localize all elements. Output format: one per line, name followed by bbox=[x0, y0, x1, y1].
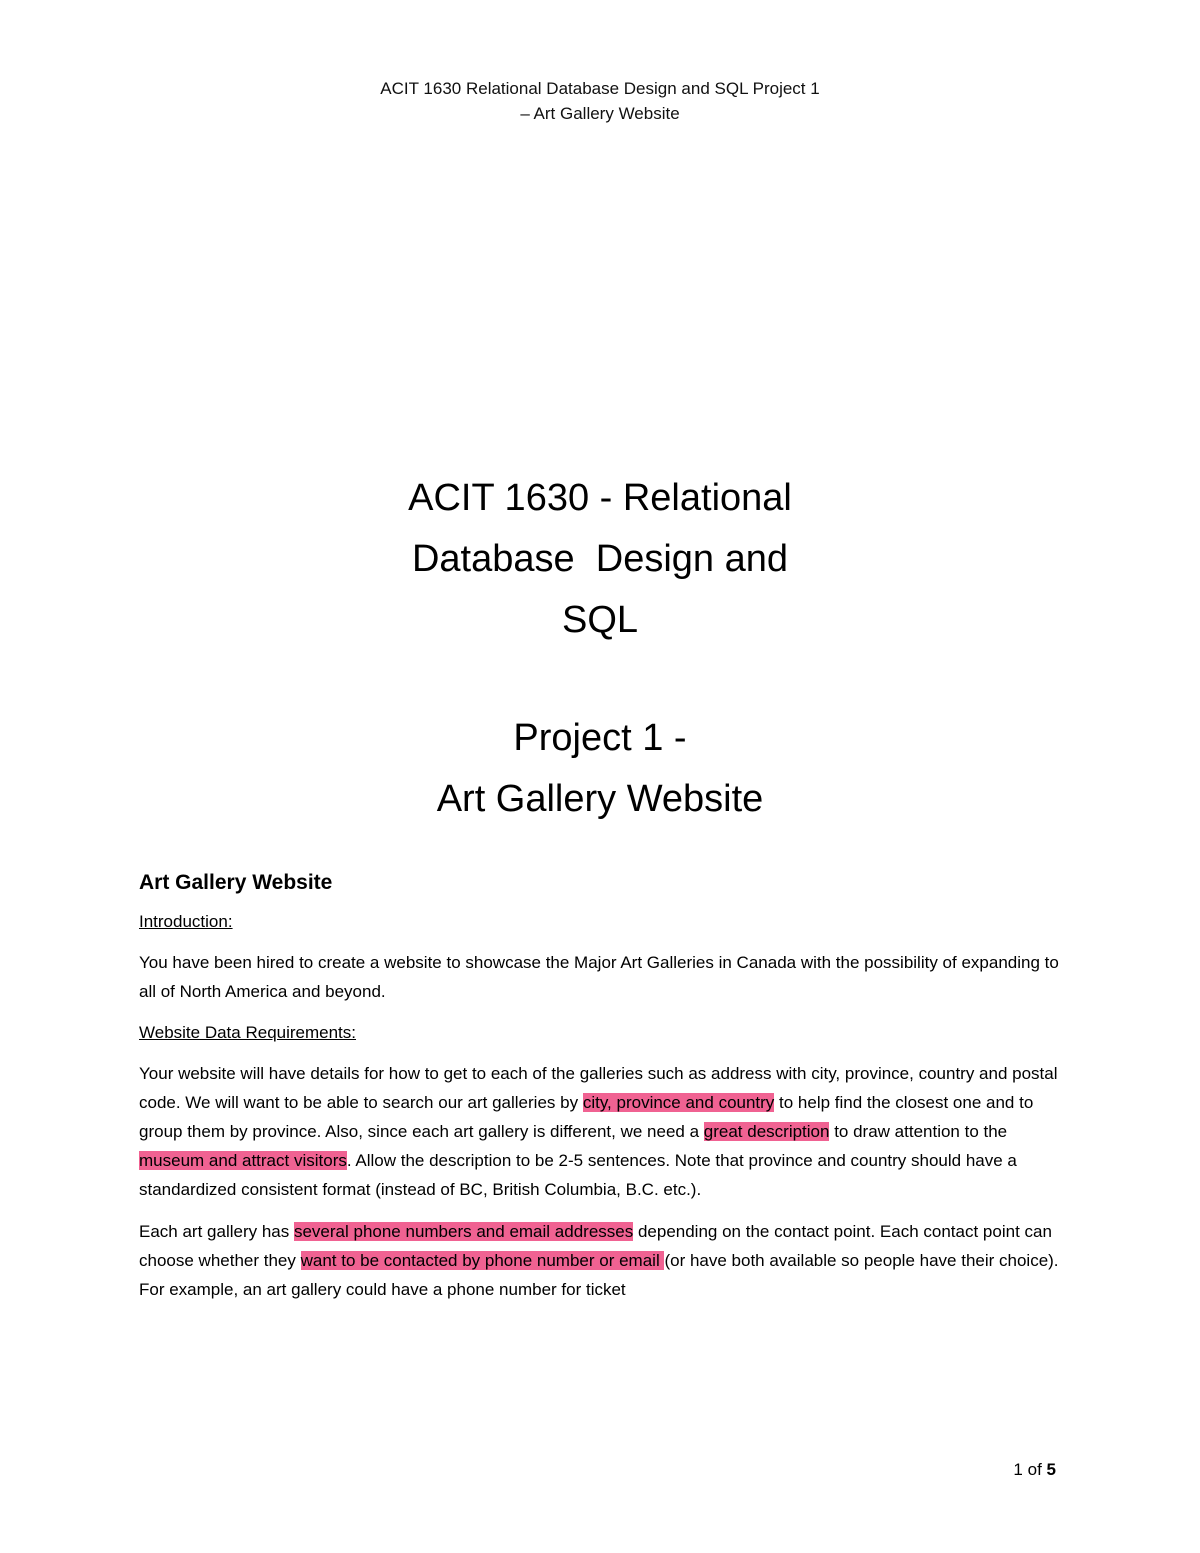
title-line-5: Art Gallery Website bbox=[436, 778, 764, 820]
text-run: to draw attention to the bbox=[829, 1122, 1008, 1141]
title-line-2: Database Design and bbox=[411, 538, 789, 580]
highlight-phone-email: several phone numbers and email addresses bbox=[293, 1222, 634, 1241]
document-body bbox=[139, 866, 1069, 1317]
requirements-paragraph-1 bbox=[139, 1059, 1069, 1204]
document-title bbox=[0, 468, 1200, 830]
introduction-heading: Introduction: bbox=[139, 912, 233, 931]
page-header bbox=[0, 76, 1200, 126]
requirements-heading: Website Data Requirements: bbox=[139, 1023, 357, 1042]
text-run: to help find the closest one and to group them by province. Also, since each art gallery is different, we need a bbox=[139, 1093, 1034, 1141]
header-line-2: – Art Gallery Website bbox=[520, 104, 680, 123]
page-number bbox=[1013, 1460, 1056, 1480]
highlight-city-province-country: city, province and country bbox=[582, 1093, 775, 1112]
title-spacer bbox=[0, 651, 1200, 708]
page-total: 5 bbox=[1046, 1460, 1056, 1479]
title-line-3: SQL bbox=[561, 599, 639, 641]
text-run: Each art gallery has bbox=[139, 1222, 294, 1241]
highlight-museum-attract-visitors: museum and attract visitors bbox=[139, 1151, 347, 1170]
text-run: (or have both available so people have their choice). For example, an art gallery could have a phone number for ticket bbox=[139, 1251, 1059, 1299]
text-run: . Allow the description to be 2-5 sentences. Note that province and country should have a standardized consistent format (instead of BC, British Columbia, B.C. etc.). bbox=[139, 1151, 1017, 1199]
text-run: Your website will have details for how to get to each of the galleries such as address with city, province, country and postal code. We will want to be able to search our art galleries by bbox=[139, 1064, 1058, 1112]
page-current: 1 bbox=[1013, 1460, 1023, 1479]
requirements-paragraph-2 bbox=[139, 1217, 1069, 1304]
section-heading: Art Gallery Website bbox=[139, 871, 333, 894]
header-line-1: ACIT 1630 Relational Database Design and SQL Project 1 bbox=[380, 79, 820, 98]
highlight-contact-preference: want to be contacted by phone number or email bbox=[300, 1251, 665, 1270]
text-run: depending on the contact point. Each contact point can choose whether they bbox=[139, 1222, 1052, 1270]
title-line-4: Project 1 - bbox=[513, 717, 687, 759]
introduction-paragraph: You have been hired to create a website to showcase the Major Art Galleries in Canada with the possibility of expanding to all of North America and beyond. bbox=[139, 953, 1059, 1001]
page-of-label: of bbox=[1027, 1460, 1042, 1479]
highlight-great-description: great description bbox=[703, 1122, 830, 1141]
title-line-1: ACIT 1630 - Relational bbox=[408, 477, 792, 519]
